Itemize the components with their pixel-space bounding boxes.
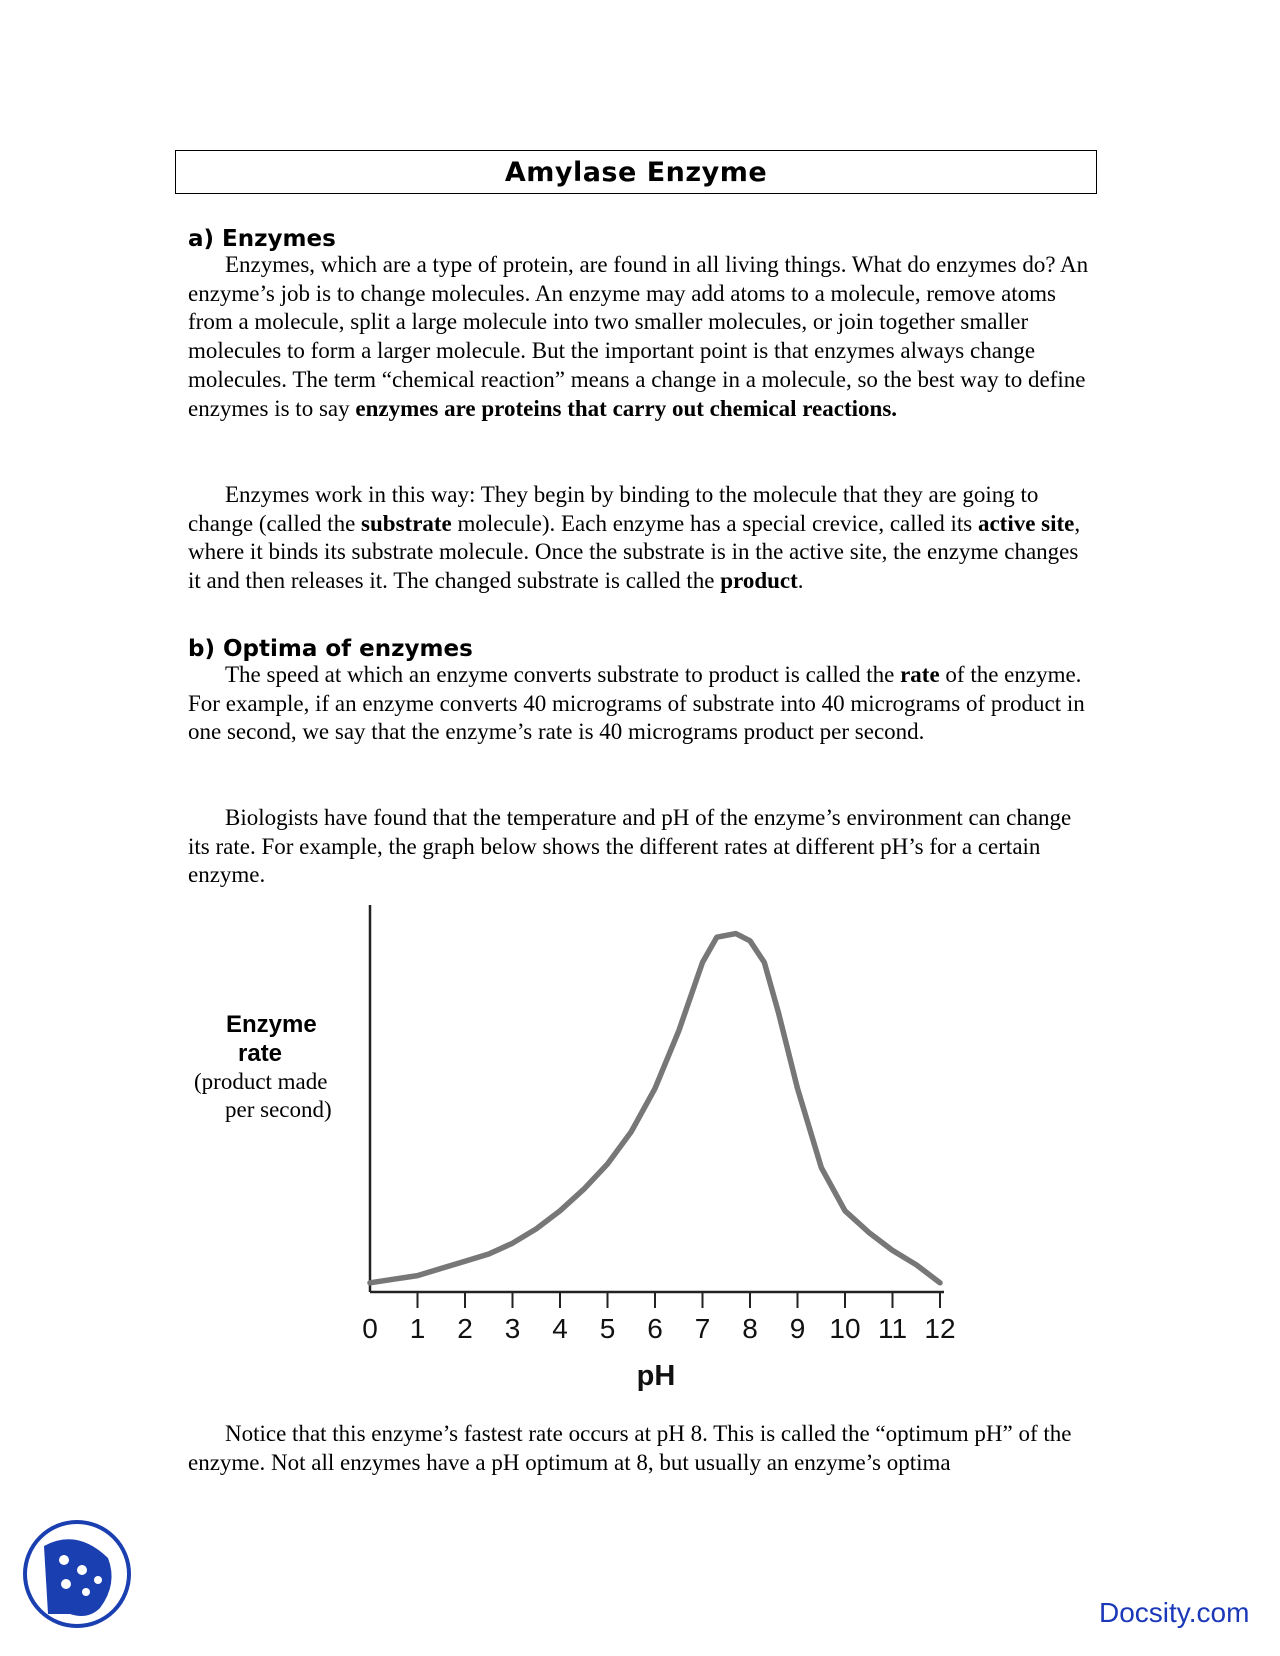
b-p1-text-a: The speed at which an enzyme converts substrate to product is called the [225, 662, 901, 687]
x-tick-label: 0 [362, 1313, 378, 1344]
x-tick-label: 7 [694, 1313, 711, 1344]
x-tick-label: 8 [742, 1313, 758, 1344]
brand-watermark[interactable]: Docsity.com [1099, 1597, 1250, 1628]
y-label-line-3: (product made [194, 1069, 328, 1094]
b-p2-text: Biologists have found that the temperature and pH of the enzyme’s environment can change its rate. For example, the graph below shows the different rates at different pH’s for a certain enzyme. [188, 805, 1072, 888]
section-a-heading: a) Enzymes [188, 226, 336, 252]
docsity-logo-icon [22, 1518, 132, 1630]
y-label-line-1: Enzyme [226, 1011, 317, 1038]
section-b-paragraph-3 [188, 1420, 1093, 1477]
x-tick-label: 3 [504, 1313, 521, 1344]
x-tick-label: 10 [829, 1313, 861, 1344]
x-tick-label: 6 [647, 1313, 663, 1344]
x-tick-label: 11 [877, 1313, 908, 1344]
x-tick-label: 5 [599, 1313, 616, 1344]
x-ticks [362, 1292, 955, 1344]
section-b-heading: b) Optima of enzymes [188, 636, 473, 662]
x-tick-label: 2 [457, 1313, 473, 1344]
y-label-line-2: rate [238, 1040, 283, 1067]
page-title: Amylase Enzyme [504, 156, 768, 188]
y-label-line-4: per second) [225, 1097, 332, 1122]
x-axis-label: pH [636, 1360, 676, 1392]
b-p3-text: Notice that this enzyme’s fastest rate occurs at pH 8. This is called the “optimum pH” of the enzyme. Not all enzymes have a pH optimum at 8, but usually an enzyme’s optima [188, 1421, 1072, 1475]
p2-bold-active-site: active site [977, 510, 1075, 536]
p2-bold-substrate: substrate [361, 510, 452, 536]
x-tick-label: 12 [924, 1313, 956, 1344]
x-tick-label: 1 [409, 1313, 426, 1344]
p1-text: Enzymes, which are a type of protein, are found in all living things. What do enzymes do? An enzyme’s job is to change molecules. An enzyme may add atoms to a molecule, remove atoms from a molecule, split a large molecule into two smaller molecules, or join together smaller molecules to form a larger molecule. But the important point is that enzymes always change molecules. The term “chemical reaction” means a change in a molecule, so the best way to define enzymes is to say [188, 252, 1089, 421]
p1-bold: enzymes are proteins that carry out chemical reactions. [355, 395, 898, 421]
rate-curve [370, 934, 940, 1283]
x-tick-label: 9 [789, 1313, 806, 1344]
p2-text-d: , where it binds its substrate molecule. Once the substrate is in the active site, the enzyme changes it and then releases it. The changed substrate is called the [188, 510, 1081, 594]
p2-text-e: . [797, 568, 804, 594]
b-p1-bold-rate: rate [900, 662, 940, 687]
p2-bold-product: product [720, 568, 798, 594]
p2-text-a: Enzymes work in this way: They begin by binding to the molecule that they are going to change (called the [188, 482, 1039, 536]
x-tick-label: 4 [552, 1313, 568, 1344]
b-p1-text-c: of the enzyme. For example, if an enzyme converts 40 micrograms of substrate into 40 micrograms of product in one second, we say that the enzyme’s rate is 40 micrograms product per second. [188, 662, 1085, 745]
p2-text-c: molecule). Each enzyme has a special crevice, called its [451, 510, 978, 536]
